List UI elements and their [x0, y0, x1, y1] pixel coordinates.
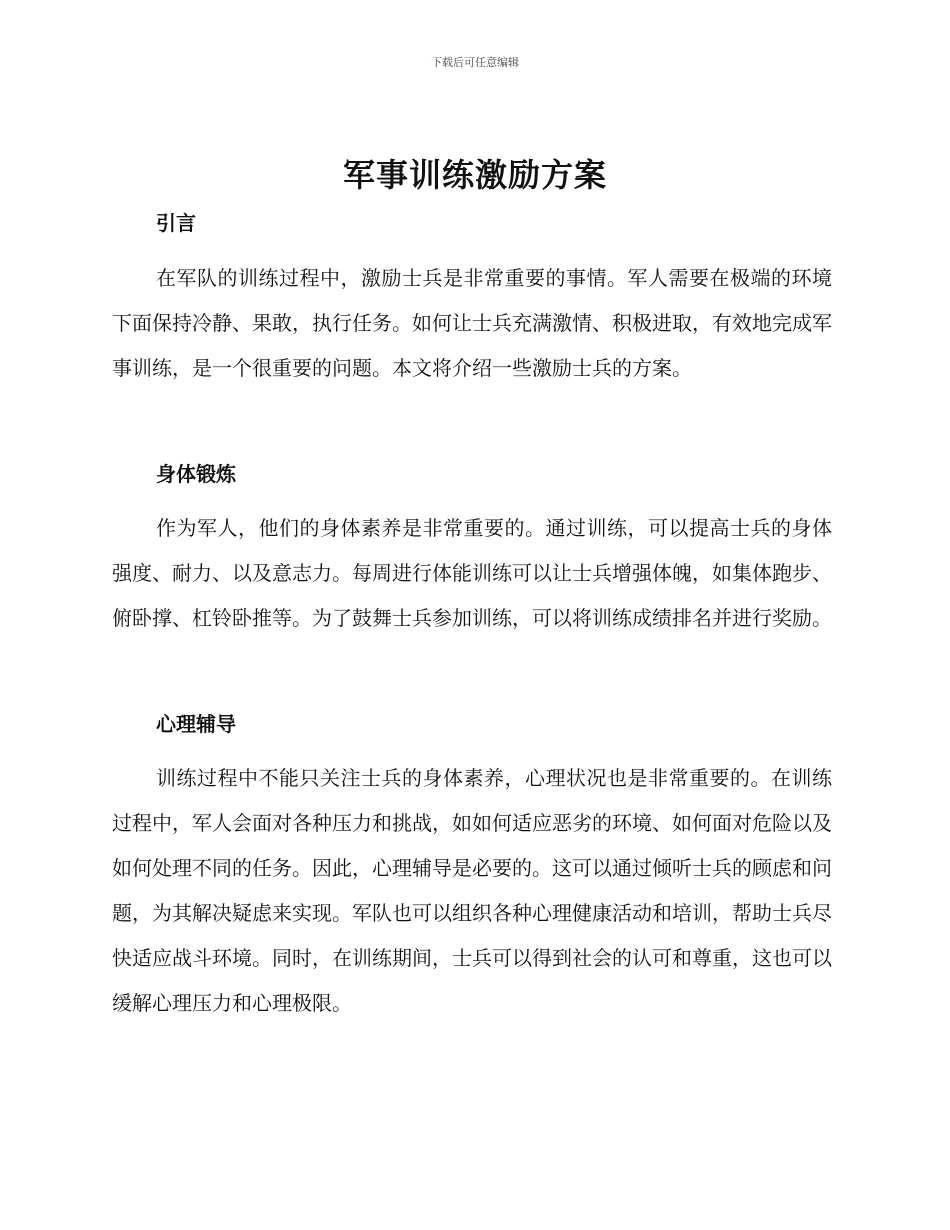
- section-heading-psych-counseling: 心理辅导: [156, 712, 236, 736]
- section-paragraph-psych-counseling: 训练过程中不能只关注士兵的身体素养，心理状况也是非常重要的。在训练过程中，军人会面对各种压力和挑战，如如何适应恶劣的环境、如何面对危险以及如何处理不同的任务。因此，心理辅导是必要的。这可以通过倾听士兵的顾虑和问题，为其解决疑虑来实现。军队也可以组织各种心理健康活动和培训，帮助士兵尽快适应战斗环境。同时，在训练期间，士兵可以得到社会的认可和尊重，这也可以缓解心理压力和心理极限。: [112, 766, 832, 1015]
- header-note: 下载后可任意编辑: [431, 56, 519, 69]
- section-heading-physical-training: 身体锻炼: [156, 462, 236, 486]
- page-title: 军事训练激励方案: [342, 156, 607, 194]
- section-heading-intro: 引言: [156, 211, 196, 235]
- section-paragraph-physical-training: 作为军人，他们的身体素养是非常重要的。通过训练，可以提高士兵的身体强度、耐力、以及意志力。每周进行体能训练可以让士兵增强体魄，如集体跑步、俯卧撑、杠铃卧推等。为了鼓舞士兵参加训练，可以将训练成绩排名并进行奖励。: [112, 516, 832, 630]
- section-paragraph-intro: 在军队的训练过程中，激励士兵是非常重要的事情。军人需要在极端的环境下面保持冷静、果敢，执行任务。如何让士兵充满激情、积极进取，有效地完成军事训练，是一个很重要的问题。本文将介绍一些激励士兵的方案。: [112, 266, 832, 380]
